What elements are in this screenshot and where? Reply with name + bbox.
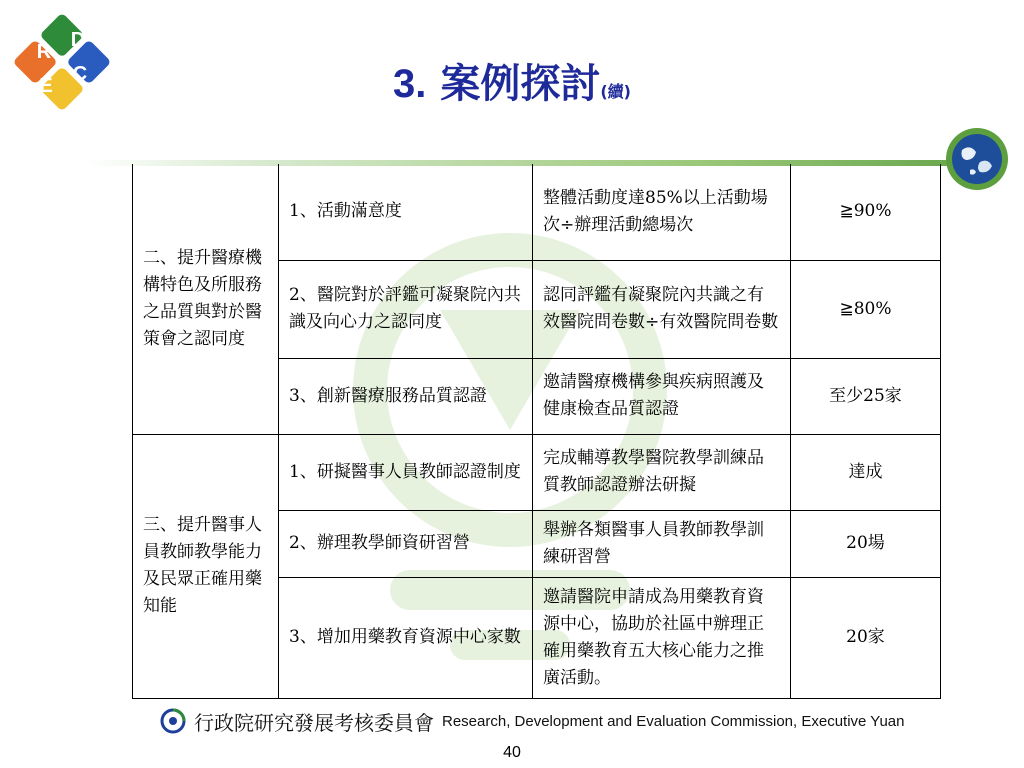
target-cell: 20家	[791, 577, 941, 698]
item-cell: 3、創新醫療服務品質認證	[279, 358, 533, 434]
item-cell: 1、活動滿意度	[279, 164, 533, 260]
case-table	[132, 164, 941, 699]
target-cell: 達成	[791, 434, 941, 510]
logo-letter-e: E	[39, 75, 53, 97]
category-cell: 三、提升醫事人員教師教學能力及民眾正確用藥知能	[133, 434, 279, 698]
logo-letter-r: R	[36, 41, 52, 63]
target-cell: 20場	[791, 510, 941, 577]
table-row	[133, 164, 941, 260]
measure-cell: 完成輔導教學醫院教學訓練品質教師認證辦法研擬	[533, 434, 791, 510]
target-cell: ≧90%	[791, 164, 941, 260]
rdec-emblem-icon	[160, 708, 186, 734]
item-cell: 2、醫院對於評鑑可凝聚院內共識及向心力之認同度	[279, 260, 533, 358]
measure-cell: 認同評鑑有凝聚院內共識之有效醫院問卷數÷有效醫院問卷數	[533, 260, 791, 358]
slide-title	[0, 52, 1024, 109]
logo-letter-d: D	[70, 29, 86, 51]
title-number: 3.	[393, 62, 427, 106]
footer-org-zh: 行政院研究發展考核委員會	[194, 710, 434, 735]
table-row	[133, 434, 941, 510]
measure-cell: 邀請醫院申請成為用藥教育資源中心，協助於社區中辦理正確用藥教育五大核心能力之推廣活動。	[533, 577, 791, 698]
logo-letter-c: C	[72, 63, 88, 85]
globe-icon	[944, 126, 1010, 192]
category-cell: 二、提升醫療機構特色及所服務之品質與對於醫策會之認同度	[133, 164, 279, 434]
measure-cell: 邀請醫療機構參與疾病照護及健康檢查品質認證	[533, 358, 791, 434]
title-text: 案例探討	[440, 61, 601, 107]
item-cell: 2、辦理教學師資研習營	[279, 510, 533, 577]
title-suffix: (續)	[600, 82, 631, 101]
item-cell: 1、研擬醫事人員教師認證制度	[279, 434, 533, 510]
target-cell: ≧80%	[791, 260, 941, 358]
measure-cell: 整體活動度達85%以上活動場次÷辦理活動總場次	[533, 164, 791, 260]
footer-org-en: Research, Development and Evaluation Commission, Executive Yuan	[442, 712, 905, 730]
item-cell: 3、增加用藥教育資源中心家數	[279, 577, 533, 698]
measure-cell: 舉辦各類醫事人員教師教學訓練研習營	[533, 510, 791, 577]
footer	[160, 704, 904, 738]
page-number: 40	[503, 744, 521, 761]
target-cell: 至少25家	[791, 358, 941, 434]
